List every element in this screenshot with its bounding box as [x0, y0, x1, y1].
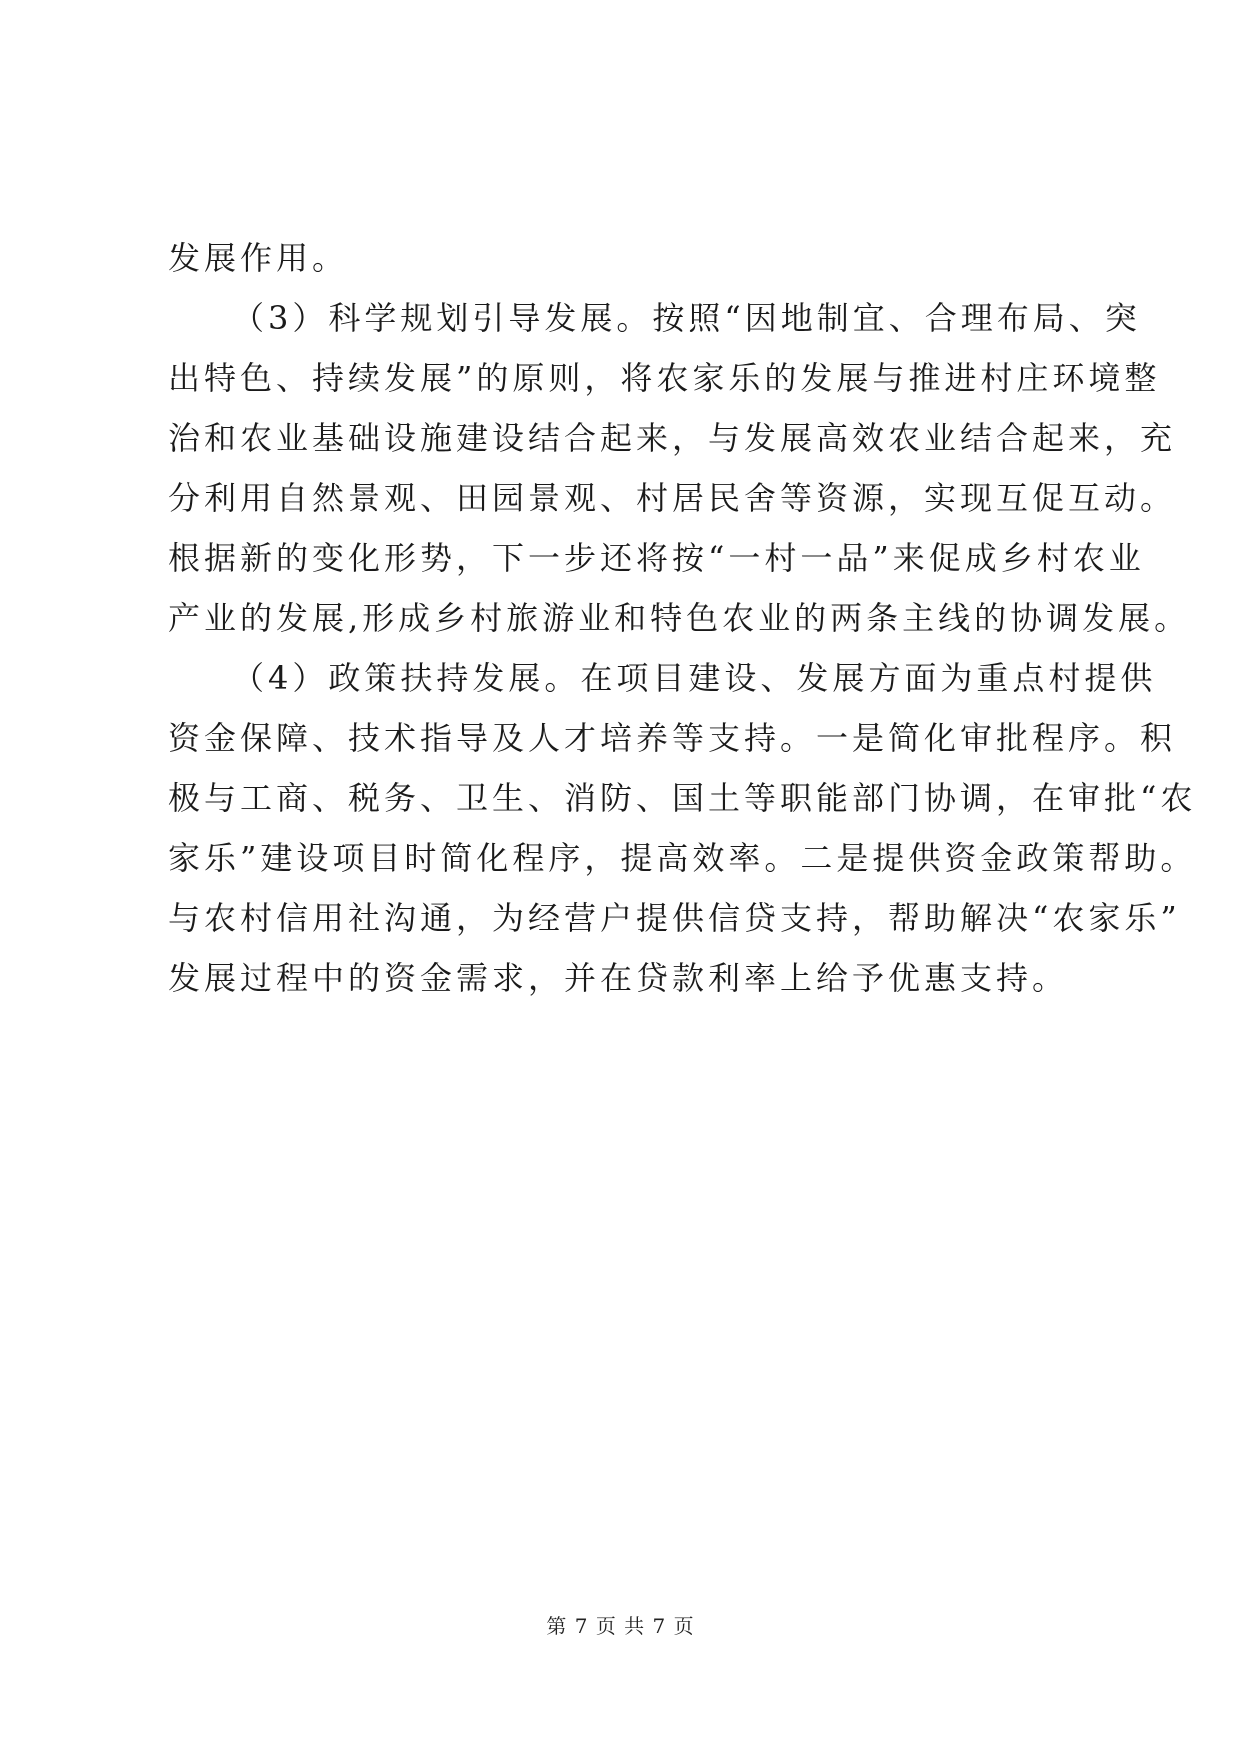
body-text [168, 228, 1197, 1008]
page-number-footer: 第 7 页 共 7 页 [546, 1614, 695, 1638]
text-line: 治和农业基础设施建设结合起来，与发展高效农业结合起来，充 [168, 419, 1177, 457]
text-line: 家乐”建设项目时简化程序，提高效率。二是提供资金政策帮助。 [168, 839, 1197, 877]
text-line: 发展过程中的资金需求，并在贷款利率上给予优惠支持。 [168, 959, 1069, 997]
text-line: （4）政策扶持发展。在项目建设、发展方面为重点村提供 [232, 659, 1157, 697]
text-line: 极与工商、税务、卫生、消防、国土等职能部门协调，在审批“农 [168, 779, 1197, 817]
text-line: 资金保障、技术指导及人才培养等支持。一是简化审批程序。积 [168, 719, 1177, 757]
text-line: 出特色、持续发展”的原则，将农家乐的发展与推进村庄环境整 [168, 359, 1161, 397]
text-line: 产业的发展,形成乡村旅游业和特色农业的两条主线的协调发展。 [168, 599, 1191, 637]
text-line: （3）科学规划引导发展。按照“因地制宜、合理布局、突 [232, 299, 1141, 337]
text-line: 分利用自然景观、田园景观、村居民舍等资源，实现互促互动。 [168, 479, 1177, 517]
text-line: 与农村信用社沟通，为经营户提供信贷支持，帮助解决“农家乐” [168, 899, 1181, 937]
text-line: 发展作用。 [168, 239, 349, 277]
text-line: 根据新的变化形势，下一步还将按“一村一品”来促成乡村农业 [168, 539, 1145, 577]
